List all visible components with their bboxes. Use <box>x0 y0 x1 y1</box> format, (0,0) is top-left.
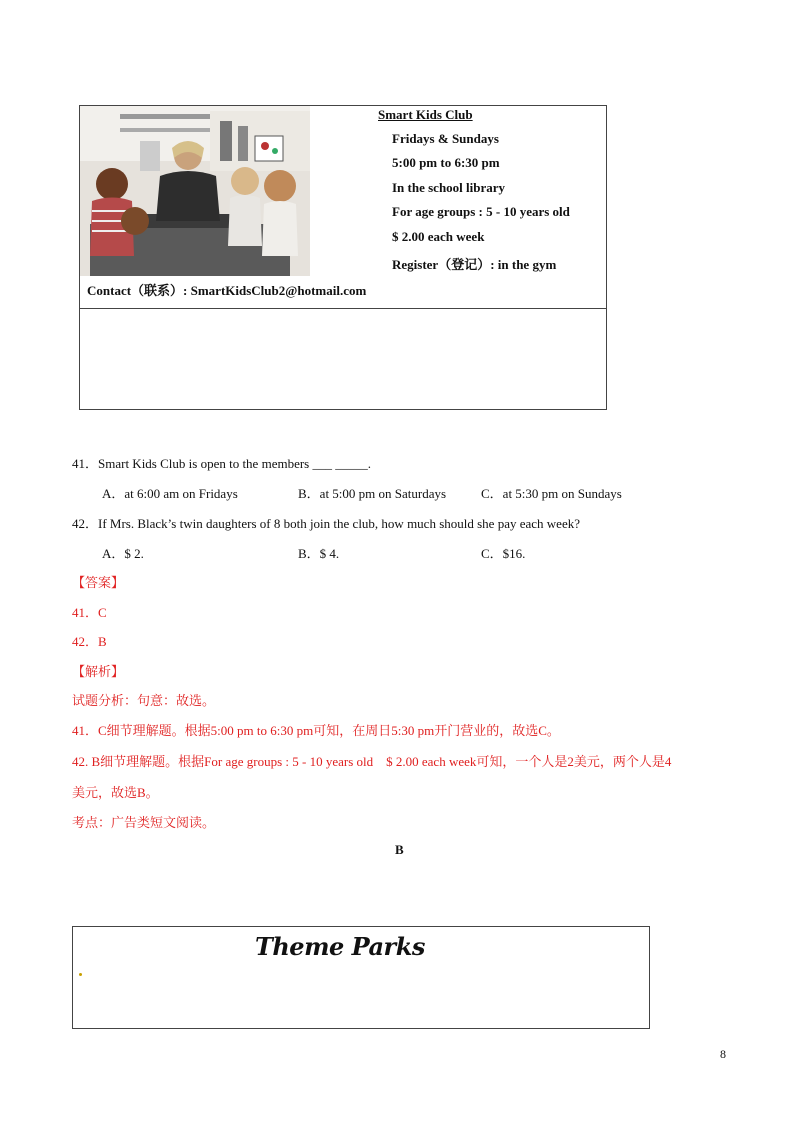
ad-box-divider <box>80 308 606 309</box>
answer-41: 41．C <box>72 605 107 620</box>
club-title: Smart Kids Club <box>378 107 473 122</box>
club-photo-image <box>80 106 310 276</box>
analysis-line-5: 考点：广告类短文阅读。 <box>72 815 216 830</box>
question-42-option-a: A．$ 2. <box>102 546 144 561</box>
question-41-option-a: A．at 6:00 am on Fridays <box>102 486 238 501</box>
club-schedule-days: Fridays & Sundays <box>392 131 499 146</box>
page-number: 8 <box>720 1047 726 1061</box>
club-age-groups: For age groups : 5 - 10 years old <box>392 204 570 219</box>
question-42-option-c: C．$16. <box>481 546 526 561</box>
club-schedule-time: 5:00 pm to 6:30 pm <box>392 155 500 170</box>
club-register: Register（登记）: in the gym <box>392 257 557 272</box>
section-b-label: B <box>395 842 404 857</box>
question-42: 42．If Mrs. Black’s twin daughters of 8 both join the club, how much should she pay each week? <box>72 516 580 531</box>
club-fee: $ 2.00 each week <box>392 229 485 244</box>
analysis-line-1: 试题分析：句意：故选。 <box>72 693 216 708</box>
answer-heading: 【答案】 <box>72 575 125 590</box>
club-contact: Contact（联系）: SmartKidsClub2@hotmail.com <box>87 283 367 298</box>
question-41-option-b: B．at 5:00 pm on Saturdays <box>298 486 447 501</box>
stray-dot-mark <box>79 973 82 976</box>
question-41: 41．Smart Kids Club is open to the members ___ _____. <box>72 456 371 471</box>
theme-parks-title: Theme Parks <box>255 932 425 961</box>
club-photo <box>80 106 310 276</box>
analysis-line-4: 美元，故选B。 <box>72 785 159 800</box>
answer-42: 42．B <box>72 634 107 649</box>
club-location: In the school library <box>392 180 506 195</box>
question-41-option-c: C．at 5:30 pm on Sundays <box>481 486 622 501</box>
question-42-option-b: B．$ 4. <box>298 546 340 561</box>
analysis-heading: 【解析】 <box>72 664 125 679</box>
analysis-line-3: 42. B细节理解题。根据For age groups : 5 - 10 years old $ 2.00 each week可知，一个人是2美元，两个人是4 <box>72 754 672 769</box>
analysis-line-2: 41．C细节理解题。根据5:00 pm to 6:30 pm可知，在周日5:30 pm开门营业的，故选C。 <box>72 723 560 738</box>
